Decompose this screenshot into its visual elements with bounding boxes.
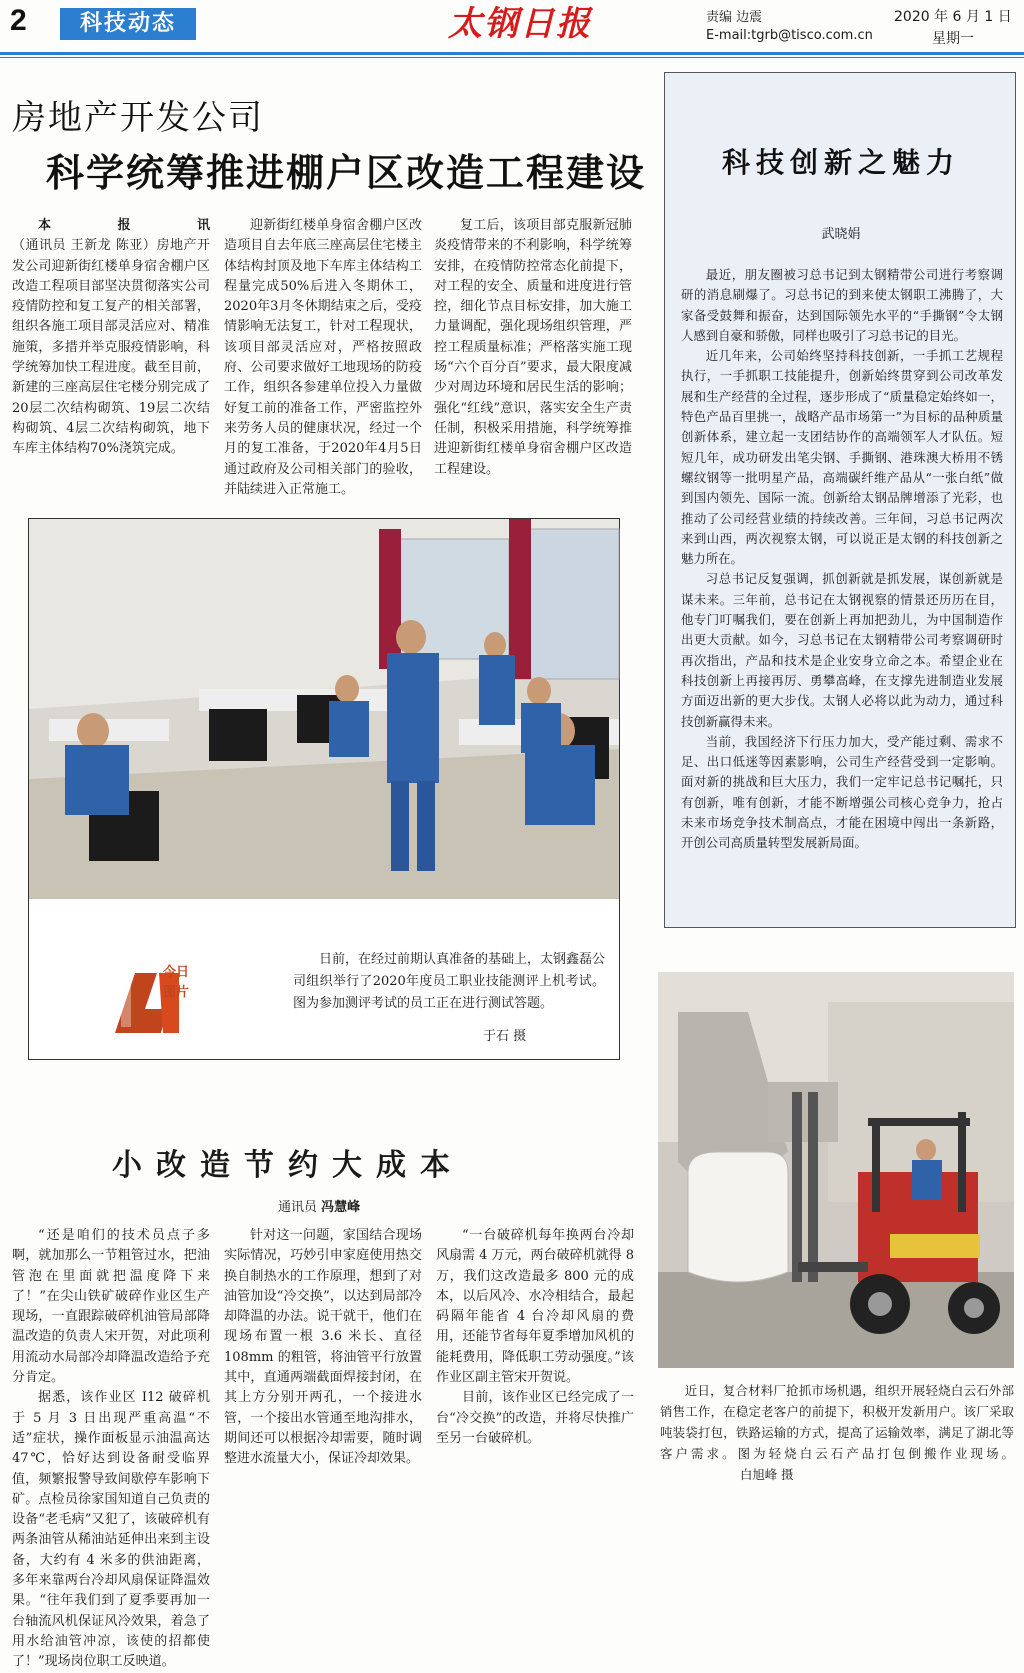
sidebar-paragraph: 近几年来，公司始终坚持科技创新，一手抓工艺规程执行，一手抓职工技能提升，创新始终贯穿到公司改革发展和生产经营的全过程，逐步形成了“质量稳定始终如一，特色产品百里挑一，战略产品市场第一”为目标的品种质量创新体系，建立起一支团结协作的高端领军人才队伍。短短几年，成功研发出笔尖钢、手撕钢、港珠澳大桥用不锈螺纹钢等一批明星产品，高端碳纤维产品从“一张白纸”做到国内领先、国际一流。创新给太钢品牌增添了光彩，也推动了公司经营业绩的持续改善。三年间，习总书记两次来到山西，两次视察太钢，可以说正是太钢的科技创新之魅力所在。 — [681, 348, 1003, 567]
byline-label: 通讯员 — [278, 1200, 318, 1215]
sidebar-paragraph: 当前，我国经济下行压力加大，受产能过剩、需求不足、出口低迷等因素影响，公司生产经营受到一定影响。面对新的挑战和巨大压力，我们一定牢记总书记嘱托，只有创新，唯有创新，才能不断增强公司核心竞争力，抢占未来市场竞争技术制高点，才能在困境中闯出一条新路，开创公司高质量转型发展新局面。 — [681, 733, 1003, 851]
sidebar-paragraph: 习总书记反复强调，抓创新就是抓发展，谋创新就是谋未来。三年前，总书记在太钢视察的情景还历历在目，他专门叮嘱我们，要在创新上再加把劲儿，为中国制造作出更大贡献。如今，习总书记在太钢精带公司考察调研时再次指出，产品和技术是企业安身立命之本。希望企业在科技创新上再接再厉、勇攀高峰，在支撑先进制造业发展方面迈出新的更大步伐。太钢人必将以此为动力，通过科技创新赢得未来。 — [681, 571, 1003, 729]
forklift-photo — [658, 972, 1014, 1368]
editor-email: E-mail:tgrb@tisco.com.cn — [706, 28, 873, 43]
article1-column-2 — [224, 216, 422, 500]
sidebar-box — [664, 72, 1016, 928]
article2-column-2 — [224, 1226, 422, 1470]
newspaper-logo: 太钢日报 — [448, 4, 592, 44]
editor-credit: 责编 边震 — [706, 10, 763, 25]
photo2-credit: 白旭峰 摄 — [740, 1467, 794, 1482]
article2-paragraph-5: 目前，该作业区已经完成了一台“冷交换”的改造，并将尽快推广至另一台破碎机。 — [436, 1390, 634, 1446]
article1-lead — [12, 216, 210, 460]
article1-column-3 — [434, 216, 632, 480]
badge-text: 今日图片 — [163, 965, 190, 1000]
page-number: 2 — [10, 4, 27, 37]
article1-column-1 — [12, 216, 210, 460]
photo2-caption — [660, 1380, 1014, 1485]
article2-paragraph-2: 据悉，该作业区 I12 破碎机于 5 月 3 日出现严重高温“不适”症状，操作面板显示油温高达 47℃，恰好达到设备耐受临界值，频繁报警导致间歇停车影响下矿。点检员徐家国知道自己负责的设备“老毛病”又犯了，该破碎机有两条油管从稀油站延伸出来到主设备，大约有 4 米多的供油距离，多年来靠两台冷却风扇保证降温效果。“往年我们到了夏季要再加一台轴流风机保证风冷效果，着急了用水给油管冲凉，该使的招都使了！”现场岗位职工反映道。 — [12, 1390, 210, 1670]
lead-label: 本报讯 — [38, 218, 210, 233]
sidebar-title: 科技创新之魅力 — [721, 146, 960, 179]
article2-headline: 小改造节约大成本 — [112, 1148, 464, 1183]
exam-photo — [29, 519, 619, 899]
article1-paragraph-2: 迎新街红楼单身宿舍棚户区改造项目自去年底三座高层住宅楼主体结构封顶及地下车库主体结构工程量完成50%后进入冬期休工，2020年3月冬休期结束之后，受疫情影响无法复工，针对工程现状，该项目部灵活应对，严格按照政府、公司要求做好工地现场的防疫工作，组织各参建单位投入力量做好复工前的准备工作，严密监控外来劳务人员的健康状况，经过一个月的复工准备，于2020年4月5日通过政府及公司相关部门的验收，并陆续进入正常施工。 — [224, 218, 422, 497]
sidebar-paragraph: 最近，朋友圈被习总书记到太钢精带公司进行考察调研的消息刷爆了。习总书记的到来使太钢职工沸腾了，大家备受鼓舞和振奋，达到国际领先水平的“手撕钢”令太钢人感到自豪和骄傲，同样也吸引了习总书记的目光。 — [681, 267, 1003, 343]
masthead-rule-thin — [0, 57, 1024, 58]
lead-byline: （通讯员 王新龙 陈亚） — [12, 238, 157, 254]
masthead — [0, 0, 1024, 56]
sidebar-body — [681, 265, 1003, 854]
article1-paragraph-3: 复工后，该项目部克服新冠肺炎疫情带来的不利影响，科学统筹安排，在疫情防控常态化前提下，对工程的安全、质量和进度进行管控，细化节点目标安排，加大施工力量调配，强化现场组织管理，严控工程质量标准；严格落实施工现场“六个百分百”要求，最大限度减少对周边环境和居民生活的影响；强化“红线”意识，落实安全生产责任制，积极采用措施，科学统筹推进迎新街红楼单身宿舍棚户区改造工程建设。 — [434, 218, 632, 477]
forklift-photo-illustration — [658, 972, 1014, 1368]
article2-column-3 — [436, 1226, 634, 1449]
article1-kicker: 房地产开发公司 — [12, 98, 264, 138]
lead-text: 房地产开发公司迎新街红楼单身宿舍棚户区改造工程项目部坚决贯彻落实公司疫情防控和复工复产的相关部署，组织各施工项目部灵活应对、精准施策，多措并举克服疫情影响，科学统筹加快工程进度。截至目前，新建的三座高层住宅楼分别完成了20层二次结构砌筑、19层二次结构砌筑、4层二次结构砌筑，地下车库主体结构70%浇筑完成。 — [12, 238, 210, 457]
article2-paragraph-4: “一台破碎机每年换两台冷却风扇需 4 万元，两台破碎机就得 8 万，我们这改造最多 800 元的成本，以后风冷、水冷相结合，最起码隔年能省 4 台冷却风扇的费用，还能节省每年夏季增加风机的能耗费用，降低职工劳动强度。”该作业区副主管宋开贺说。 — [436, 1228, 634, 1386]
photo2-caption-text: 近日，复合材料厂抢抓市场机遇，组织开展轻烧白云石外部销售工作，在稳定老客户的前提下，积极开发新用户。该厂采取吨装袋打包，铁路运输的方式，提高了运输效率，满足了湖北等客户需求。图为轻烧白云石产品打包倒搬作业现场。 — [660, 1383, 1014, 1461]
photo-block — [28, 518, 620, 1060]
masthead-rule — [0, 52, 1024, 55]
article2-byline — [278, 1196, 360, 1215]
byline-name: 冯慧峰 — [321, 1200, 361, 1215]
article2-paragraph-3: 针对这一问题，家国结合现场实际情况，巧妙引申家庭使用热交换自制热水的工作原理，想到了对油管加设“冷交换”，以达到局部冷却降温的办法。说干就干，他们在现场布置一根 3.6 米长、直径 108mm 的粗管，将油管平行放置其中，直通两端截面焊接封闭，在其上方分别开两孔，一个接进水管，一个接出水管通至地沟排水，期间还可以根据冷却需要，随时调整进水流量大小，保证冷却效果。 — [224, 1228, 422, 1467]
section-tag: 科技动态 — [60, 8, 196, 40]
issue-date: 2020 年 6 月 1 日 — [894, 9, 1012, 25]
photo1-caption: 日前，在经过前期认真准备的基础上，太钢鑫磊公司组织举行了2020年度员工职业技能测评上机考试。图为参加测评考试的员工正在进行测试答题。 — [293, 952, 606, 1011]
article2-paragraph-1: “还是咱们的技术员点子多啊，就加那么一节粗管过水，把油管泡在里面就把温度降下来了！”在尖山铁矿破碎作业区生产现场，一直跟踪破碎机油管局部降温改造的负责人宋开贺，对此项利用流动水局部冷却降温改造给予充分肯定。 — [12, 1228, 210, 1386]
article2-column-1 — [12, 1226, 210, 1673]
issue-weekday: 星期一 — [932, 31, 974, 47]
article1-headline: 科学统筹推进棚户区改造工程建设 — [46, 151, 647, 195]
sidebar-author: 武晓娟 — [821, 227, 861, 242]
photo1-credit: 于石 摄 — [483, 1029, 527, 1044]
exam-photo-illustration — [29, 519, 619, 899]
